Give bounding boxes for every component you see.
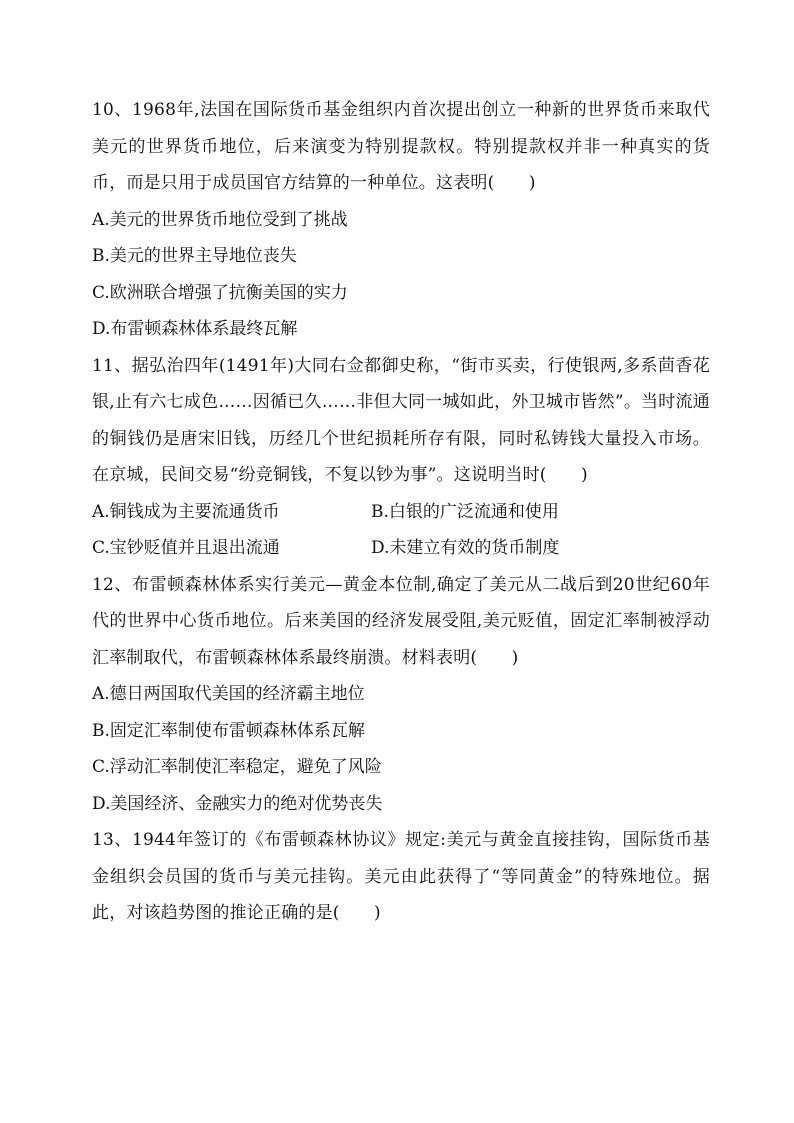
option-b: B.美元的世界主导地位丧失 — [92, 246, 297, 266]
option-c: C.欧洲联合增强了抗衡美国的实力 — [92, 282, 348, 303]
option-a: A.德日两国取代美国的经济霸主地位 — [92, 684, 365, 704]
option-c: C.宝钞贬值并且退出流通 — [92, 538, 280, 558]
option-d: D.未建立有效的货币制度 — [371, 538, 560, 558]
question-stem: 12、布雷顿森林体系实行美元—黄金本位制,确定了美元从二战后到20世纪60年代的世界中心货币地位。后来美国的经济发展受阻,美元贬值，固定汇率制被浮动汇率制取代，布雷顿森林体系最终崩溃。材料表明( ) — [92, 574, 710, 668]
question-13 — [92, 822, 710, 932]
option-b: B.白银的广泛流通和使用 — [371, 501, 559, 522]
option-a: A.美元的世界货币地位受到了挑战 — [92, 209, 348, 230]
option-row — [92, 530, 710, 567]
question-stem: 13、1944年签订的《布雷顿森林协议》规定:美元与黄金直接挂钩，国际货币基金组织会员国的货币与美元挂钩。美元由此获得了“等同黄金”的特殊地位。据此，对该趋势图的推论正确的是( ) — [92, 830, 710, 923]
question-12 — [92, 567, 710, 823]
question-10 — [92, 92, 710, 348]
option-row — [92, 494, 710, 531]
option-c: C.浮动汇率制使汇率稳定，避免了风险 — [92, 757, 382, 777]
option-d: D.布雷顿森林体系最终瓦解 — [92, 319, 298, 339]
option-b: B.固定汇率制使布雷顿森林体系瓦解 — [92, 720, 365, 741]
option-d: D.美国经济、金融实力的绝对优势丧失 — [92, 793, 383, 814]
document-page — [92, 92, 710, 932]
option-a: A.铜钱成为主要流通货币 — [92, 501, 280, 522]
question-stem: 10、1968年,法国在国际货币基金组织内首次提出创立一种新的世界货币来取代美元的世界货币地位，后来演变为特别提款权。特别提款权并非一种真实的货币，而是只用于成员国官方结算的一种单位。这表明( ) — [92, 100, 710, 193]
question-stem: 11、据弘治四年(1491年)大同右佥都御史称，“街市买卖，行使银两,多系茴香花银,止有六七成色……因循已久……非但大同一城如此，外卫城市皆然”。当时流通的铜钱仍是唐宋旧钱，历经几个世纪损耗所存有限，同时私铸钱大量投入市场。在京城，民间交易“纷竞铜钱，不复以钞为事”。这说明当时( ) — [92, 355, 710, 485]
question-11 — [92, 348, 710, 567]
